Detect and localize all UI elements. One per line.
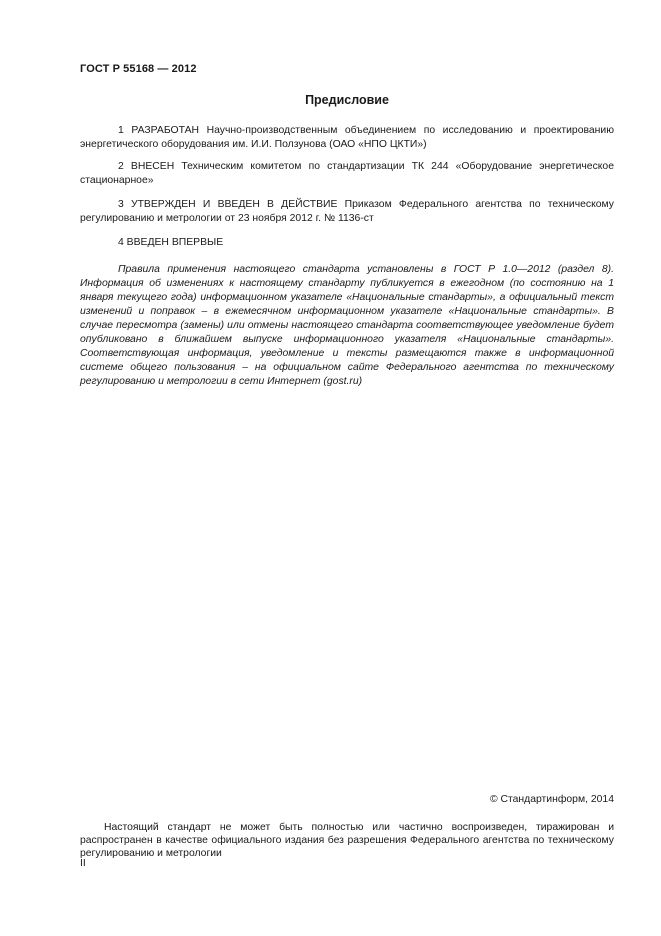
standard-header: ГОСТ Р 55168 — 2012 <box>80 63 197 75</box>
page-title: Предисловие <box>305 93 389 107</box>
page-number: II <box>80 858 86 869</box>
reproduction-notice: Настоящий стандарт не может быть полностью или частично воспроизведен, тиражирован и распространен в качестве официального издания без разрешения Федерального агентства по техническому регулированию и метрологии <box>80 822 614 859</box>
application-rules-note: Правила применения настоящего стандарта установлены в ГОСТ Р 1.0—2012 (раздел 8). Информация об изменениях к настоящему стандарту публикуется в ежегодном (по состоянию на 1 января текущего года) информационном указателе «Национальные стандарты», а официальный текст изменений и поправок – в ежемесячном информационном указателе «Национальные стандарты». В случае пересмотра (замены) или отмены настоящего стандарта соответствующее уведомление будет опубликовано в ближайшем выпуске информационного указателя «Национальные стандарты». Соответствующая информация, уведомление и тексты размещаются также в информационной системе общего пользования – на официальном сайте Федерального агентства по техническому регулированию и метрологии в сети Интернет (gost.ru) <box>80 264 614 387</box>
copyright-notice: © Стандартинформ, 2014 <box>489 794 614 805</box>
paragraph-developed: 1 РАЗРАБОТАН Научно-производственным объединением по исследованию и проектированию энергетического оборудования им. И.И. Ползунова (ОАО «НПО ЦКТИ») <box>80 125 614 150</box>
paragraph-approved: 3 УТВЕРЖДЕН И ВВЕДЕН В ДЕЙСТВИЕ Приказом Федерального агентства по техническому регулированию и метрологии от 23 ноября 2012 г. № 1136-ст <box>80 199 614 224</box>
paragraph-first-introduced: 4 ВВЕДЕН ВПЕРВЫЕ <box>118 237 224 248</box>
paragraph-introduced: 2 ВНЕСЕН Техническим комитетом по стандартизации ТК 244 «Оборудование энергетическое стационарное» <box>80 161 614 186</box>
